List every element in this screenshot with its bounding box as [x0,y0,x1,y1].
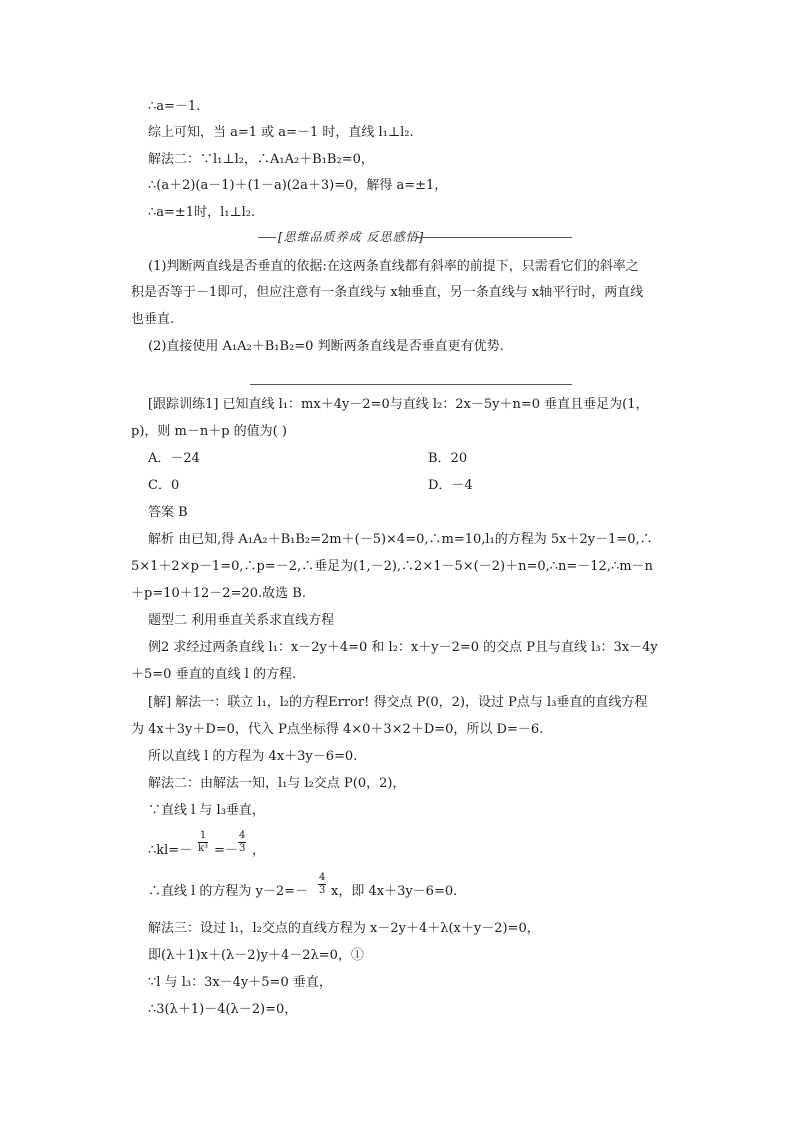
section-heading: 题型二 利用垂直关系求直线方程 [148,613,335,628]
exercise-question: [跟踪训练1] 已知直线 l₁：mx＋4y－2=0与直线 l₂：2x－5y＋n=0 垂直且垂足为(1， [148,397,649,412]
banner-rule-left [258,237,276,238]
example-question: 例2 求经过两条直线 l₁：x－2y＋4=0 和 l₂：x＋y－2=0 的交点 P且与直线 l₃：3x－4y [148,640,658,655]
fraction-numerator: 4 [239,830,246,841]
text-line: 即(λ＋1)x＋(λ－2)y＋4－2λ=0，① [148,948,364,963]
option-d: D．－4 [428,478,473,493]
text-line: ＋p=10＋12－2=20.故选 B. [131,586,306,601]
section-banner [258,228,572,246]
banner-rule-right [416,237,572,238]
text-line: 也垂直. [131,312,175,327]
fraction-denominator: 3 [239,843,246,854]
text-line: ∴(a＋2)(a－1)＋(1－a)(2a＋3)=0，解得 a=±1， [148,178,448,193]
fraction-4-over-3 [238,830,246,855]
text-line: ∴3(λ＋1)－4(λ－2)=0， [148,1002,298,1017]
fraction-denominator: k³ [198,843,209,854]
text-line: 为 4x＋3y＋D=0，代入 P点坐标得 4×0＋3×2＋D=0，所以 D=－6. [131,722,544,737]
text-line: ∵l 与 l₃：3x－4y＋5=0 垂直， [148,975,332,990]
fraction-1-over-k3 [198,830,208,855]
text-line: 解析 由已知,得 A₁A₂＋B₁B₂=2m＋(－5)×4=0,∴m=10,l₁的方程为 5x＋2y－1=0,∴ [148,532,653,547]
text-line: 解法三：设过 l₁，l₂交点的直线方程为 x－2y＋4＋λ(x＋y－2)=0， [148,921,540,936]
option-a: A．－24 [148,451,200,466]
text-line: 所以直线 l 的方程为 4x＋3y－6=0. [148,749,358,764]
option-b: B．20 [428,451,468,466]
text-line: p)，则 m－n＋p 的值为( ) [131,424,287,439]
text-line: [解] 解法一：联立 l₁，l₂的方程Error! 得交点 P(0，2)，设过 P点与 l₃垂直的直线方程 [148,695,648,710]
formula-suffix: ， [252,843,266,858]
option-c: C．0 [148,478,180,493]
formula-slope-prefix: ∴kl=－ [148,843,193,858]
formula-equals: =－ [214,843,238,858]
text-line: 积是否等于－1即可，但应注意有一条直线与 x轴垂直，另一条直线与 x轴平行时，两直线 [131,285,644,300]
formula-line-suffix: x，即 4x＋3y－6=0. [331,884,458,899]
text-line: ＋5=0 垂直的直线 l 的方程. [131,667,297,682]
answer-line: 答案 B [148,505,188,520]
text-line: ∴a=－1. [148,99,201,114]
text-line: 5×1＋2×p－1=0,∴p=－2,∴垂足为(1,－2),∴2×1－5×(－2)＋n=0,∴n=－12,∴m－n [131,559,653,574]
banner-title: [思维品质养成 反思感悟] [278,230,425,244]
fraction-numerator: 4 [319,872,326,883]
divider [250,384,572,385]
text-line: 解法二：由解法一知，l₁与 l₂交点 P(0，2)， [148,776,406,791]
fraction-numerator: 1 [199,830,207,841]
text-line: ∴a=±1时，l₁⊥l₂. [148,205,256,220]
text-line: (2)直接使用 A₁A₂＋B₁B₂=0 判断两条直线是否垂直更有优势. [148,339,504,354]
fraction-denominator: 3 [319,885,326,896]
text-line: (1)判断两直线是否垂直的依据:在这两条直线都有斜率的前提下，只需看它们的斜率之 [148,259,639,274]
text-line: 解法二：∵l₁⊥l₂，∴A₁A₂＋B₁B₂=0， [148,152,374,167]
text-line: ∵直线 l 与 l₃垂直， [148,803,265,818]
text-line: 综上可知，当 a=1 或 a=－1 时，直线 l₁⊥l₂. [148,125,414,140]
formula-line-prefix: ∴直线 l 的方程为 y－2=－ [148,884,309,899]
fraction-4-over-3 [318,872,326,897]
